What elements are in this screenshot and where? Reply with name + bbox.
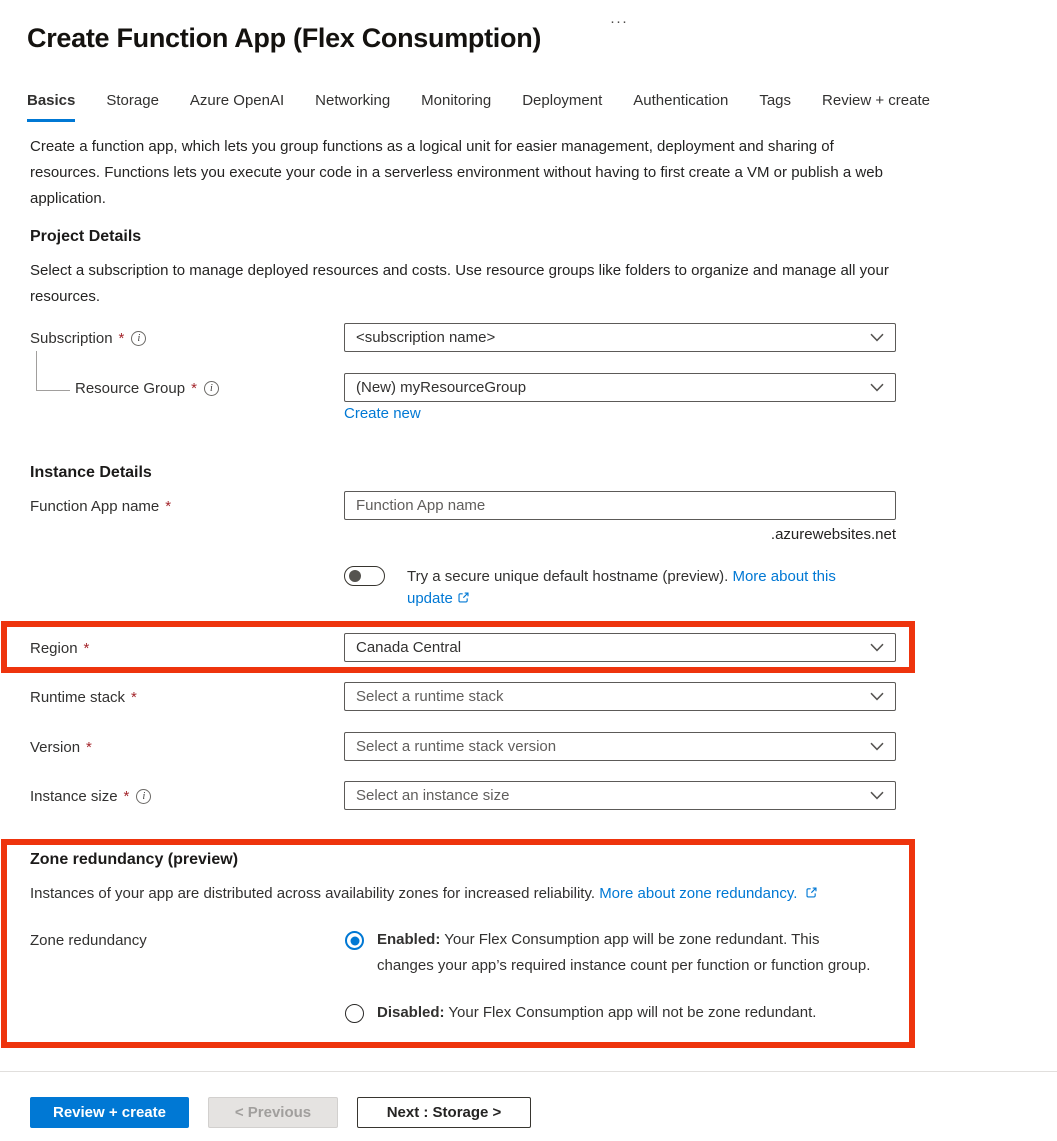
runtime-stack-placeholder: Select a runtime stack bbox=[356, 688, 504, 705]
version-placeholder: Select a runtime stack version bbox=[356, 738, 557, 755]
next-storage-button[interactable]: Next : Storage > bbox=[357, 1097, 531, 1128]
footer-divider bbox=[0, 1071, 1057, 1072]
info-icon[interactable]: i bbox=[131, 331, 146, 346]
region-label: Region * bbox=[30, 639, 90, 657]
zone-redundancy-field-label: Zone redundancy bbox=[30, 931, 147, 949]
review-create-button[interactable]: Review + create bbox=[30, 1097, 189, 1128]
zone-redundancy-option-disabled[interactable] bbox=[345, 1000, 887, 1026]
external-link-icon bbox=[805, 886, 818, 899]
disabled-option-text: Disabled: Your Flex Consumption app will not be zone redundant. bbox=[377, 1004, 817, 1021]
external-link-icon bbox=[457, 591, 470, 604]
subscription-value: <subscription name> bbox=[356, 329, 496, 346]
resource-group-select[interactable] bbox=[344, 373, 896, 402]
required-asterisk: * bbox=[86, 738, 92, 756]
tab-deployment[interactable]: Deployment bbox=[522, 92, 603, 109]
info-icon[interactable]: i bbox=[204, 381, 219, 396]
instance-size-placeholder: Select an instance size bbox=[356, 787, 510, 804]
chevron-down-icon bbox=[870, 742, 884, 751]
required-asterisk: * bbox=[83, 639, 90, 657]
zone-redundancy-heading: Zone redundancy (preview) bbox=[30, 851, 239, 868]
tab-storage[interactable]: Storage bbox=[106, 92, 159, 109]
page-title: Create Function App (Flex Consumption) bbox=[27, 23, 542, 54]
instance-details-heading: Instance Details bbox=[30, 464, 152, 481]
secure-hostname-toggle[interactable] bbox=[344, 566, 385, 586]
zone-redundancy-link[interactable]: More about zone redundancy. bbox=[599, 885, 798, 902]
chevron-down-icon bbox=[870, 643, 884, 652]
required-asterisk: * bbox=[165, 497, 172, 515]
wizard-tabs bbox=[27, 92, 930, 122]
version-label: Version * bbox=[30, 738, 92, 756]
zone-redundancy-option-enabled[interactable] bbox=[345, 927, 871, 979]
more-options-button[interactable] bbox=[604, 12, 634, 31]
chevron-down-icon bbox=[870, 333, 884, 342]
more-about-update-link[interactable]: More about this update bbox=[407, 568, 836, 607]
instance-size-label: Instance size * i bbox=[30, 787, 151, 805]
tab-authentication[interactable]: Authentication bbox=[633, 92, 729, 109]
domain-suffix: .azurewebsites.net bbox=[770, 526, 896, 543]
chevron-down-icon bbox=[870, 383, 884, 392]
runtime-stack-select[interactable] bbox=[344, 682, 896, 711]
toggle-knob bbox=[349, 570, 361, 582]
required-asterisk: * bbox=[118, 329, 125, 347]
project-details-description: Select a subscription to manage deployed resources and costs. Use resource groups like folders to organize and manage all your resources. bbox=[30, 262, 889, 305]
radio-unselected-icon[interactable] bbox=[345, 1004, 364, 1023]
required-asterisk: * bbox=[123, 787, 130, 805]
hierarchy-connector-line bbox=[36, 351, 70, 391]
function-app-name-label: Function App name * bbox=[30, 497, 172, 515]
previous-button[interactable]: < Previous bbox=[208, 1097, 338, 1128]
region-select[interactable] bbox=[344, 633, 896, 662]
secure-hostname-description: Try a secure unique default hostname (preview). More about this update bbox=[407, 568, 836, 607]
required-asterisk: * bbox=[191, 379, 197, 397]
intro-text: Create a function app, which lets you group functions as a logical unit for easier management, deployment and sharing of resources. Functions lets you execute your code in a serverless environment without having to first create a VM or publish a web application. bbox=[30, 138, 883, 207]
tab-monitoring[interactable]: Monitoring bbox=[421, 92, 492, 109]
create-new-link[interactable]: Create new bbox=[344, 405, 421, 422]
runtime-stack-label: Runtime stack * bbox=[30, 688, 137, 706]
tab-review-create[interactable]: Review + create bbox=[822, 92, 930, 109]
subscription-label: Subscription * i bbox=[30, 329, 146, 347]
tab-networking[interactable]: Networking bbox=[315, 92, 391, 109]
region-value: Canada Central bbox=[356, 639, 462, 656]
subscription-select[interactable] bbox=[344, 323, 896, 352]
enabled-option-text: Enabled: Your Flex Consumption app will be zone redundant. This changes your app’s required instance count per function or function group. bbox=[377, 931, 871, 974]
chevron-down-icon bbox=[870, 692, 884, 701]
info-icon[interactable]: i bbox=[136, 789, 151, 804]
tab-azure-openai[interactable]: Azure OpenAI bbox=[189, 92, 285, 109]
ellipsis-icon: ··· bbox=[610, 13, 628, 30]
tab-basics[interactable]: Basics bbox=[27, 92, 75, 122]
radio-selected-icon[interactable] bbox=[345, 931, 364, 950]
tab-tags[interactable]: Tags bbox=[759, 92, 792, 109]
resource-group-label: Resource Group * i bbox=[75, 379, 219, 397]
required-asterisk: * bbox=[131, 688, 137, 706]
instance-size-select[interactable] bbox=[344, 781, 896, 810]
function-app-name-input[interactable] bbox=[344, 491, 896, 520]
version-select[interactable] bbox=[344, 732, 896, 761]
chevron-down-icon bbox=[870, 791, 884, 800]
resource-group-value: (New) myResourceGroup bbox=[356, 379, 527, 396]
project-details-heading: Project Details bbox=[30, 228, 142, 245]
zone-redundancy-description: Instances of your app are distributed across availability zones for increased reliability. More about zone redundancy. bbox=[30, 885, 818, 902]
